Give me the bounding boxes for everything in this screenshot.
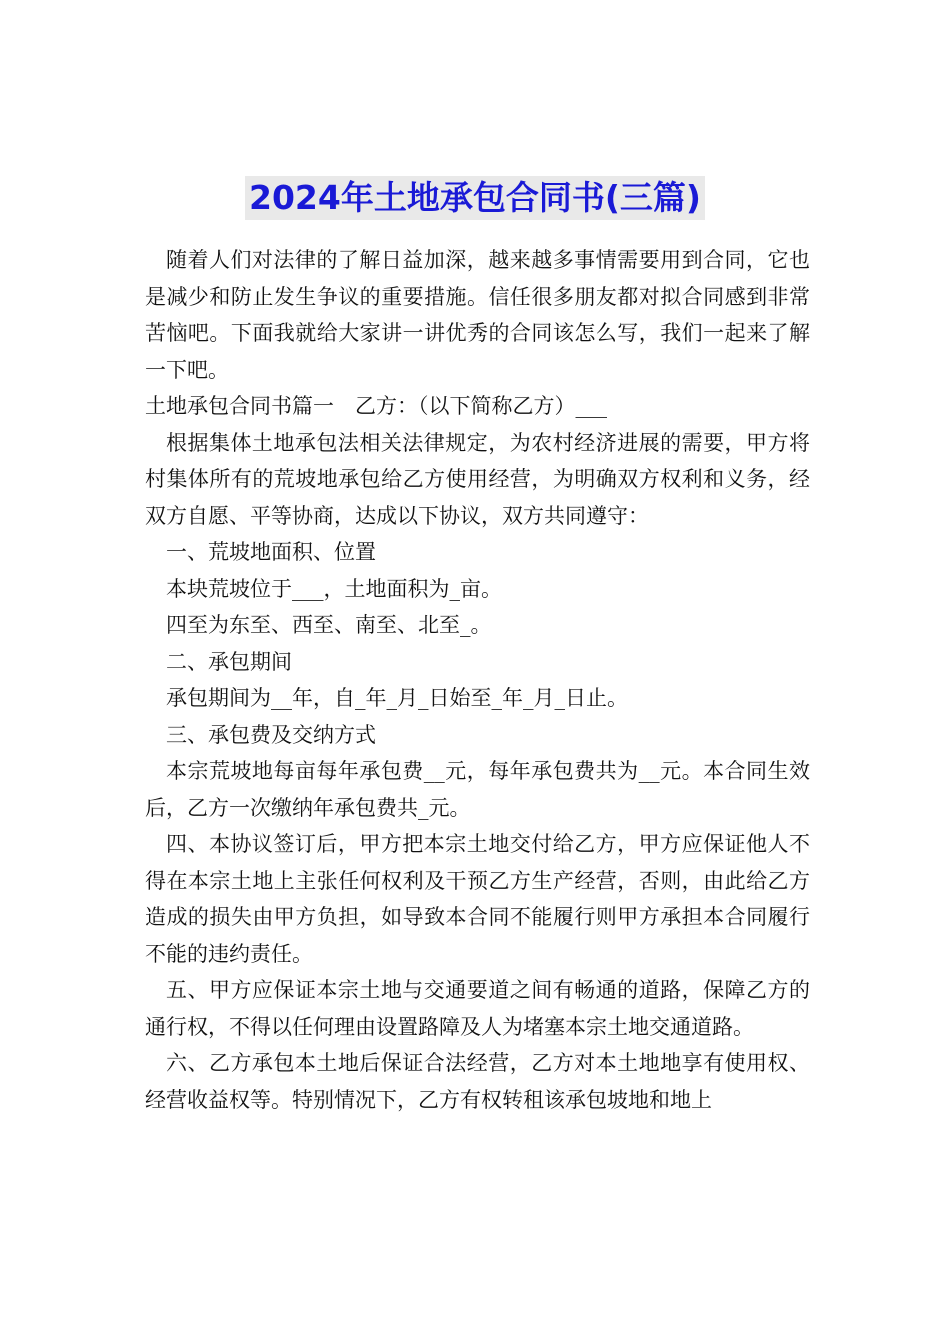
document-title: 2024年土地承包合同书(三篇) xyxy=(245,176,705,220)
intro-paragraph: 随着人们对法律的了解日益加深，越来越多事情需要用到合同，它也是减少和防止发生争议的重要措施。信任很多朋友都对拟合同感到非常苦恼吧。下面我就给大家讲一讲优秀的合同该怎么写，我们一起来了解一下吧。 xyxy=(145,248,810,382)
document-body xyxy=(145,242,810,1118)
clause-paragraph: 六、乙方承包本土地后保证合法经营，乙方对本土地地享有使用权、经营收益权等。特别情况下，乙方有权转租该承包坡地和地上 xyxy=(145,1051,810,1112)
contract-heading-line: 土地承包合同书篇一 乙方：（以下简称乙方）___ xyxy=(145,394,607,418)
clause-paragraph: 本宗荒坡地每亩每年承包费__元，每年承包费共为__元。本合同生效后，乙方一次缴纳年承包费共_元。 xyxy=(145,759,810,820)
section-heading: 二、承包期间 xyxy=(166,649,292,674)
clause-paragraph: 本块荒坡位于___，土地面积为_亩。 xyxy=(166,576,502,601)
clause-paragraph: 五、甲方应保证本宗土地与交通要道之间有畅通的道路，保障乙方的通行权，不得以任何理由设置路障及人为堵塞本宗土地交通道路。 xyxy=(145,978,810,1039)
clause-paragraph: 四至为东至、西至、南至、北至_。 xyxy=(166,613,492,637)
clause-paragraph: 四、本协议签订后，甲方把本宗土地交付给乙方，甲方应保证他人不得在本宗土地上主张任何权利及干预乙方生产经营，否则，由此给乙方造成的损失由甲方负担，如导致本合同不能履行则甲方承担本合同履行不能的违约责任。 xyxy=(145,832,810,966)
title-container xyxy=(0,176,950,220)
section-heading: 三、承包费及交纳方式 xyxy=(166,722,376,747)
preamble-paragraph: 根据集体土地承包法相关法律规定，为农村经济进展的需要，甲方将村集体所有的荒坡地承包给乙方使用经营，为明确双方权利和义务，经双方自愿、平等协商，达成以下协议，双方共同遵守： xyxy=(145,430,810,528)
clause-paragraph: 承包期间为__年，自_年_月_日始至_年_月_日止。 xyxy=(166,686,628,710)
section-heading: 一、荒坡地面积、位置 xyxy=(166,540,376,564)
